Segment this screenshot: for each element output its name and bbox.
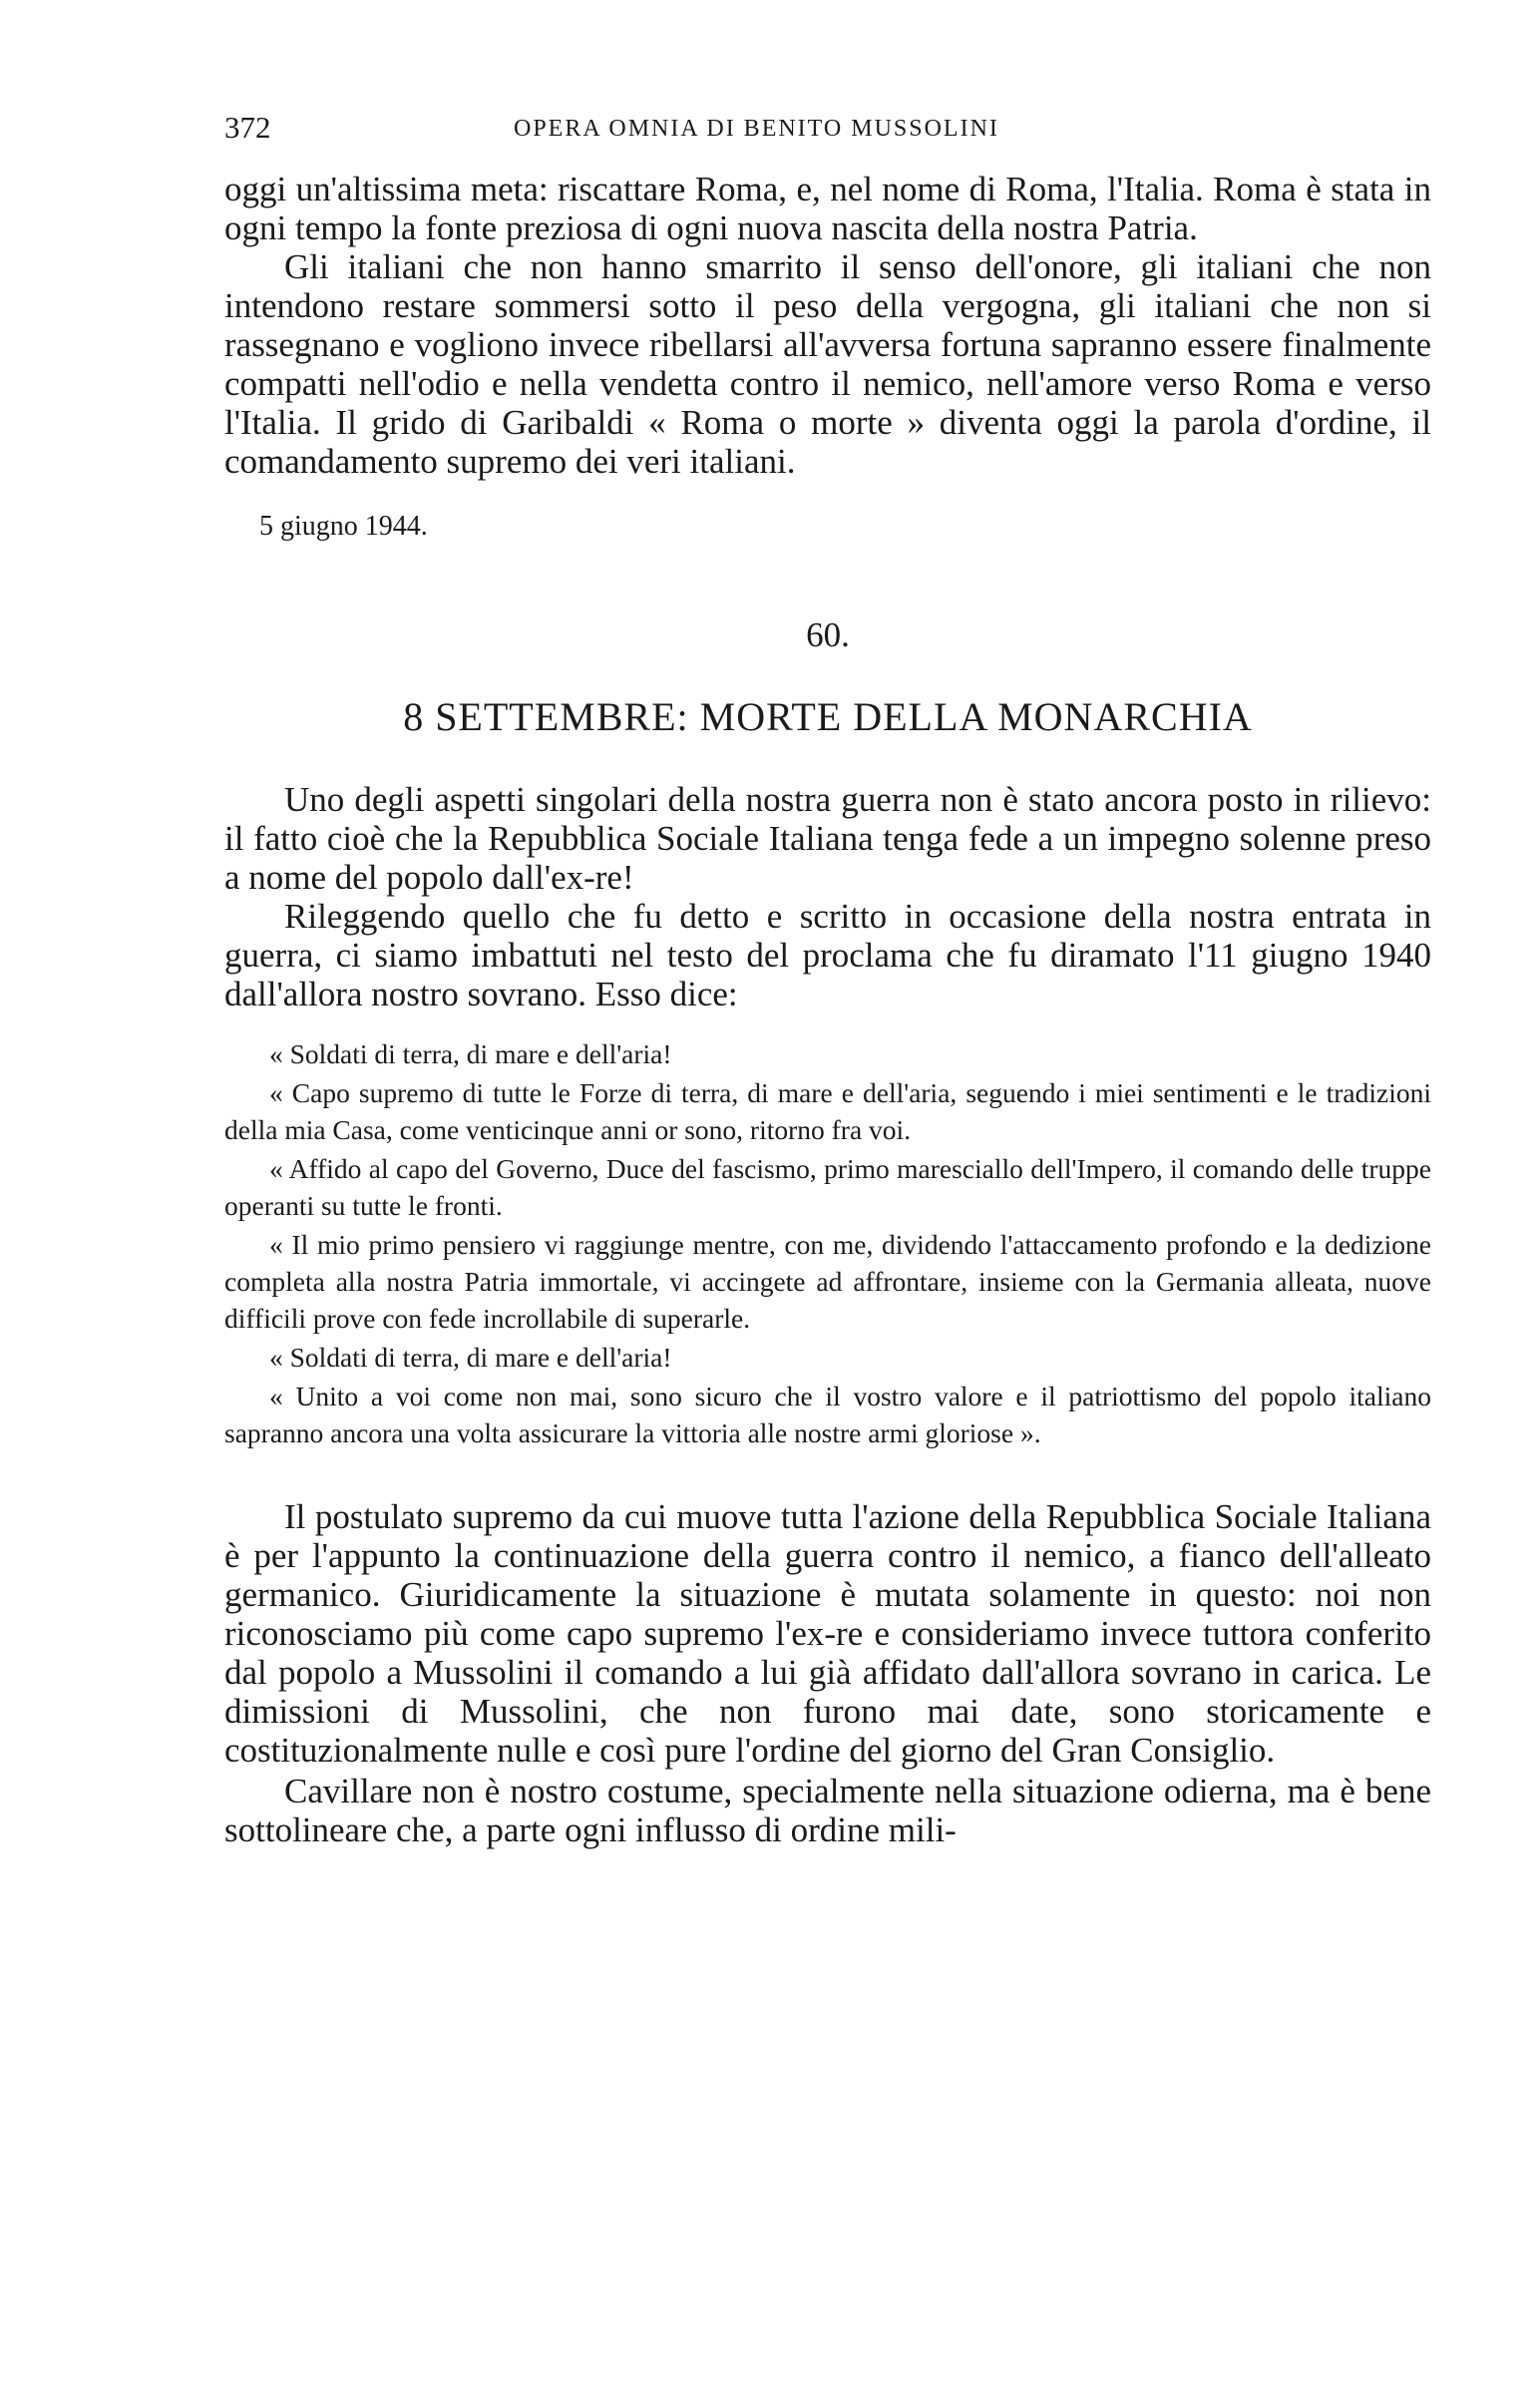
section-title: 8 SETTEMBRE: MORTE DELLA MONARCHIA: [403, 694, 1253, 739]
quote-line: « Il mio primo pensiero vi raggiunge mentre, con me, dividendo l'attaccamento profondo e la dedizione completa alla nostra Patria immortale, vi accingete ad affrontare, insieme con la Germania alleata, nuove difficili prove con fede incrollabile di superarle.: [224, 1229, 1431, 1334]
section-number: 60.: [806, 615, 850, 654]
continuation-paragraph: oggi un'altissima meta: riscattare Roma, e, nel nome di Roma, l'Italia. Roma è stata in ogni tempo la fonte preziosa di ogni nuova nascita della nostra Patria.: [224, 170, 1431, 247]
quote-line: « Soldati di terra, di mare e dell'aria!: [269, 1038, 672, 1069]
body-paragraph: Uno degli aspetti singolari della nostra guerra non è stato ancora posto in rilievo: il fatto cioè che la Repubblica Sociale Italiana tenga fede a un impegno solenne preso a nome del popolo dall'ex-re!: [224, 780, 1431, 897]
quote-line: « Capo supremo di tutte le Forze di terra, di mare e dell'aria, seguendo i miei sentimenti e le tradizioni della mia Casa, come venticinque anni or sono, ritorno fra voi.: [224, 1077, 1431, 1145]
book-page: [224, 100, 1431, 1849]
continuation-paragraph: Gli italiani che non hanno smarrito il senso dell'onore, gli italiani che non intendono restare sommersi sotto il peso della vergogna, gli italiani che non si rassegnano e vogliono invece ribellarsi all'avversa fortuna sapranno essere finalmente compatti nell'odio e nella vendetta contro il nemico, nell'amore verso Roma e verso l'Italia. Il grido di Garibaldi « Roma o morte » diventa oggi la parola d'ordine, il comandamento supremo dei veri italiani.: [224, 247, 1431, 481]
body-paragraph: Il postulato supremo da cui muove tutta l'azione della Repubblica Sociale Italiana è per l'appunto la continuazione della guerra contro il nemico, a fianco dell'alleato germanico. Giuridicamente la situazione è mutata solamente in questo: noi non riconosciamo più come capo supremo l'ex-re e consideriamo invece tuttora conferito dal popolo a Mussolini il comando a lui già affidato dall'allora sovrano in carica. Le dimissioni di Mussolini, che non furono mai date, sono storicamente e costituzionalmente nulle e così pure l'ordine del giorno del Gran Consiglio.: [224, 1497, 1431, 1770]
proclamation-quote: [224, 1035, 1431, 1451]
running-title: OPERA OMNIA DI BENITO MUSSOLINI: [514, 116, 999, 142]
date-line: 5 giugno 1944.: [259, 511, 428, 542]
quote-line: « Unito a voi come non mai, sono sicuro che il vostro valore e il patriottismo del popolo italiano sapranno ancora una volta assicurare la vittoria alle nostre armi gloriose ».: [224, 1381, 1431, 1448]
running-header: [224, 100, 1431, 160]
page-number: 372: [224, 110, 271, 145]
quote-line: « Affido al capo del Governo, Duce del fascismo, primo maresciallo dell'Impero, il comando delle truppe operanti su tutte le fronti.: [224, 1153, 1431, 1221]
body-paragraph: Rileggendo quello che fu detto e scritto in occasione della nostra entrata in guerra, ci siamo imbattuti nel testo del proclama che fu diramato l'11 giugno 1940 dall'allora nostro sovrano. Esso dice:: [224, 897, 1431, 1013]
body-paragraph: Cavillare non è nostro costume, specialmente nella situazione odierna, ma è bene sottolineare che, a parte ogni influsso di ordine mili-: [224, 1772, 1431, 1849]
quote-line: « Soldati di terra, di mare e dell'aria!: [269, 1342, 672, 1373]
